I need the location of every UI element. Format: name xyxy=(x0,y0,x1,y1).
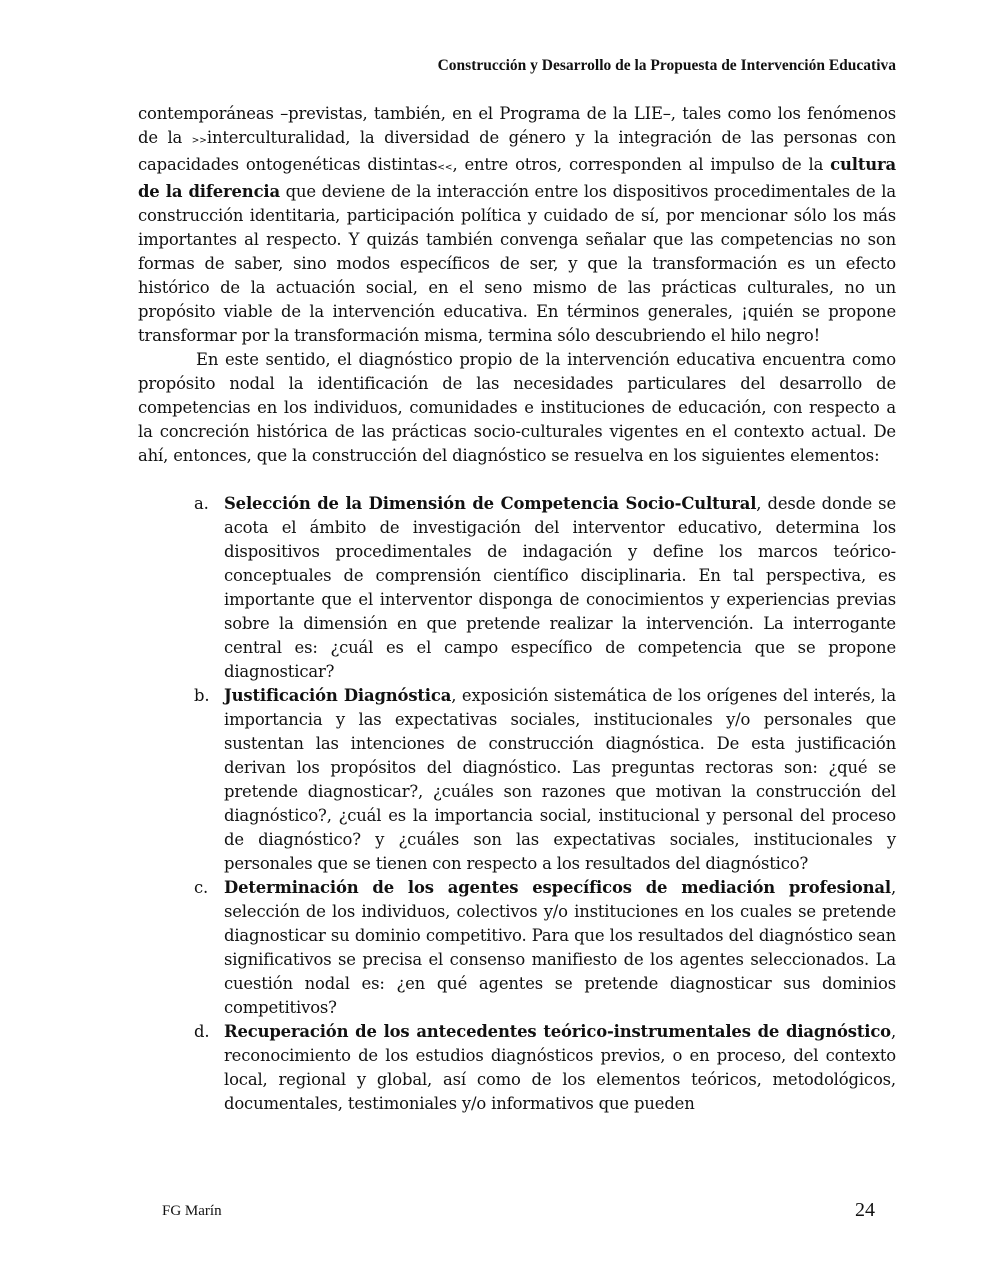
list-item-text: , exposición sistemática de los orígenes del interés, la importancia y las expectativas sociales, institucionales y/o personales que sustentan las intenciones de construcción diagnóstica. De esta justificación derivan los propósitos del diagnóstico. Las preguntas rectoras son: ¿qué se pretende diagnosticar?, ¿cuáles son razones que motivan la construcción del diagnóstico?, ¿cuál es la importancia social, institucional y personal del proceso de diagnóstico? y ¿cuáles son las expectativas sociales, institucionales y personales que se tienen con respecto a los resultados del diagnóstico? xyxy=(224,686,897,873)
list-item-heading: Selección de la Dimensión de Competencia Socio-Cultural xyxy=(224,494,757,513)
list-item xyxy=(194,492,896,684)
paragraph-text: contemporáneas –previstas, también, en el Programa de la LIE–, tales como los fenómenos de la xyxy=(138,104,896,147)
list-marker: c. xyxy=(194,878,209,897)
list-item-heading: Recuperación de los antecedentes teórico-instrumentales de diagnóstico xyxy=(224,1022,891,1041)
paragraph-text: que deviene de la interacción entre los dispositivos procedimentales de la construcción identitaria, participación política y cuidado de sí, por mencionar sólo los más importantes al respecto. Y quizás también convenga señalar que las competencias no son formas de saber, sino modos específicos de ser, y que la transformación es un efecto histórico de la actuación social, en el seno mismo de las prácticas culturales, no un propósito viable de la intervención educativa. En términos generales, ¡quién se propone transformar por la transformación misma, termina sólo descubriendo el hilo negro! xyxy=(138,182,896,345)
running-header: Construcción y Desarrollo de la Propuesta de Intervención Educativa xyxy=(437,57,896,74)
list-item-text: , selección de los individuos, colectivos y/o instituciones en los cuales se pretende diagnosticar su dominio competitivo. Para que los resultados del diagnóstico sean significativos se precisa el consenso manifiesto de los agentes seleccionados. La cuestión nodal es: ¿en qué agentes se pretende diagnosticar sus dominios competitivos? xyxy=(224,878,896,1017)
page-body xyxy=(138,102,896,1116)
page-number: 24 xyxy=(855,1199,875,1221)
paragraph-diagnostic: En este sentido, el diagnóstico propio de la intervención educativa encuentra como propósito nodal la identificación de las necesidades particulares del desarrollo de competencias en los individuos, comunidades e instituciones de educación, con respecto a la concreción histórica de las prácticas socio-culturales vigentes en el contexto actual. De ahí, entonces, que la construcción del diagnóstico se resuelva en los siguientes elementos: xyxy=(138,350,896,465)
list-item-heading: Justificación Diagnóstica xyxy=(224,686,452,705)
list-item xyxy=(194,684,897,876)
open-guillemet: >> xyxy=(191,136,207,146)
list-item-text: , reconocimiento de los estudios diagnósticos previos, o en proceso, del contexto local, regional y global, así como de los elementos teóricos, metodológicos, documentales, testimoniales y/o informativos que pueden xyxy=(224,1022,896,1113)
footer-author: FG Marín xyxy=(162,1203,222,1219)
list-item xyxy=(194,876,896,1020)
list-item-text: , desde donde se acota el ámbito de investigación del interventor educativo, determina los dispositivos procedimentales de indagación y define los marcos teórico-conceptuales de comprensión científico disciplinaria. En tal perspectiva, es importante que el interventor disponga de conocimientos y experiencias previas sobre la dimensión en que pretende realizar la intervención. La interrogante central es: ¿cuál es el campo específico de competencia que se propone diagnosticar? xyxy=(224,494,896,681)
emphasis-term: cultura de la diferencia xyxy=(138,155,896,201)
list-item xyxy=(194,1020,896,1116)
paragraph-continuation xyxy=(138,102,896,348)
list-marker: a. xyxy=(194,494,209,513)
elements-list xyxy=(138,492,896,1116)
paragraph-text: interculturalidad, la diversidad de género y la integración de las personas con capacidades ontogenéticas distintas xyxy=(138,128,896,174)
list-marker: b. xyxy=(194,686,210,705)
list-marker: d. xyxy=(194,1022,210,1041)
close-guillemet: << xyxy=(437,163,453,173)
list-item-heading: Determinación de los agentes específicos de mediación profesional xyxy=(224,878,891,897)
paragraph-text: , entre otros, corresponden al impulso de la xyxy=(452,155,831,174)
